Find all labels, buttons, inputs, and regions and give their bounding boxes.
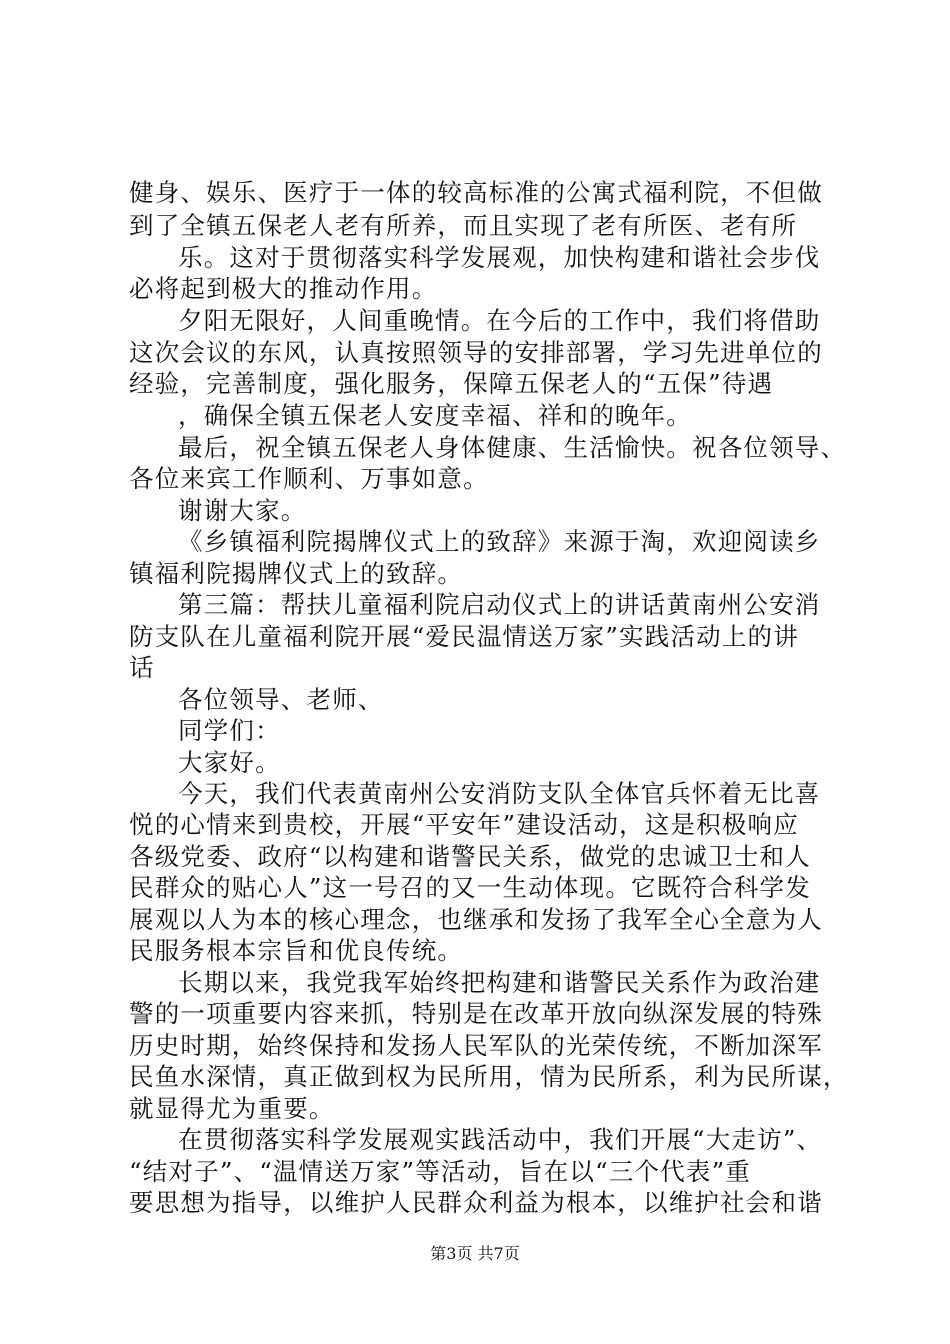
text-line: 镇福利院揭牌仪式上的致辞。 xyxy=(129,559,464,588)
text-line: 就显得尤为重要。 xyxy=(129,1094,335,1123)
text-line: 今天，我们代表黄南州公安消防支队全体官兵怀着无比喜 xyxy=(178,779,821,808)
text-line: 夕阳无限好，人间重晚情。在今后的工作中，我们将借助 xyxy=(178,306,821,335)
text-line: ，确保全镇五保老人安度幸福、祥和的晚年。 xyxy=(178,401,692,430)
text-line: 《乡镇福利院揭牌仪式上的致辞》来源于淘，欢迎阅读乡 xyxy=(178,527,821,556)
text-line: 各级党委、政府“以构建和谐警民关系，做党的忠诚卫士和人 xyxy=(129,842,811,871)
text-line: 长期以来，我党我军始终把构建和谐警民关系作为政治建 xyxy=(178,968,821,997)
text-line: 民鱼水深情，真正做到权为民所用，情为民所系，利为民所谋， xyxy=(129,1062,849,1091)
text-line: 警的一项重要内容来抓，特别是在改革开放向纵深发展的特殊 xyxy=(129,999,823,1028)
text-line: 必将起到极大的推动作用。 xyxy=(129,274,438,303)
text-line: “结对子”、“温情送万家”等活动，旨在以“三个代表”重 xyxy=(129,1157,752,1186)
text-line: 民群众的贴心人”这一号召的又一生动体现。它既符合科学发 xyxy=(129,873,811,902)
text-line: 话 xyxy=(129,653,155,682)
text-line: 乐。这对于贯彻落实科学发展观，加快构建和谐社会步伐 xyxy=(178,243,821,272)
text-line: 历史时期，始终保持和发扬人民军队的光荣传统，不断加深军 xyxy=(129,1031,823,1060)
text-line: 各位领导、老师、 xyxy=(178,685,384,714)
text-line: 同学们： xyxy=(178,716,281,745)
text-line: 第三篇：帮扶儿童福利院启动仪式上的讲话黄南州公安消 xyxy=(178,590,821,619)
text-line: 各位来宾工作顺利、万事如意。 xyxy=(129,464,489,493)
text-line: 民服务根本宗旨和优良传统。 xyxy=(129,936,464,965)
text-line: 经验，完善制度，强化服务，保障五保老人的“五保”待遇 xyxy=(129,369,774,398)
text-line: 大家好。 xyxy=(178,748,281,777)
text-line: 到了全镇五保老人老有所养，而且实现了老有所医、老有所 xyxy=(129,211,798,240)
text-line: 健身、娱乐、医疗于一体的较高标准的公寓式福利院，不但做 xyxy=(129,178,823,207)
text-line: 这次会议的东风，认真按照领导的安排部署，学习先进单位的 xyxy=(129,338,823,367)
text-line: 悦的心情来到贵校，开展“平安年”建设活动，这是积极响应 xyxy=(129,810,799,839)
text-line: 最后，祝全镇五保老人身体健康、生活愉快。祝各位领导、 xyxy=(178,433,847,462)
text-line: 在贯彻落实科学发展观实践活动中，我们开展“大走访”、 xyxy=(178,1125,823,1154)
text-line: 谢谢大家。 xyxy=(178,496,307,525)
page-number-footer: 第3页 共7页 xyxy=(430,1244,520,1263)
text-line: 展观以人为本的核心理念，也继承和发扬了我军全心全意为人 xyxy=(129,905,823,934)
text-line: 要思想为指导，以维护人民群众利益为根本，以维护社会和谐 xyxy=(129,1188,823,1217)
text-line: 防支队在儿童福利院开展“爱民温情送万家”实践活动上的讲 xyxy=(129,622,799,651)
